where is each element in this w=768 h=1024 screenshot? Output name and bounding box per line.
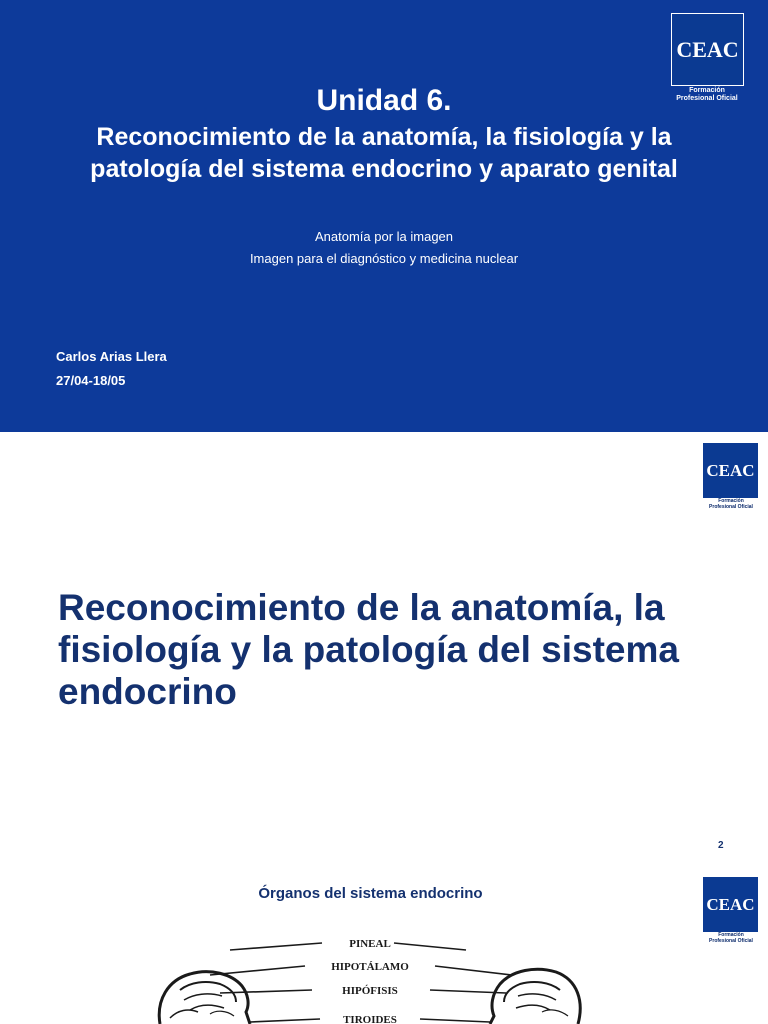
course-line-1: Anatomía por la imagen [314,229,454,244]
section-title: Reconocimiento de la anatomía, la fisiología y la patología del sistema endocrino [58,587,679,712]
logo-subtitle-line2: Profesional Oficial [709,937,753,944]
label-pineal: PINEAL [349,938,391,950]
logo-subtitle-line1: Formación [718,932,744,938]
cover-slide [0,0,768,432]
label-hipotalamo: HIPOTÁLAMO [331,961,409,973]
logo-subtitle-line1: Formación [718,498,744,504]
author-name: Carlos Arias Llera [56,349,167,364]
organs-title: Órganos del sistema endocrino [258,885,483,902]
section-slide [0,432,768,864]
right-head-illustration [490,969,580,1024]
ceac-logo [703,443,758,498]
logo-text: CEAC [676,36,739,62]
logo-text: CEAC [706,894,755,914]
endocrine-diagram [150,930,590,1024]
page-number: 2 [718,840,724,851]
label-tiroides: TIROIDES [343,1014,397,1024]
logo-subtitle-line2: Profesional Oficial [709,503,753,510]
label-hipofisis: HIPÓFISIS [342,985,398,997]
logo-subtitle-line2: Profesional Oficial [676,95,738,103]
course-line-2: Imagen para el diagnóstico y medicina nuclear [249,251,519,266]
leader-lines [210,943,512,1022]
organs-slide [0,864,768,1024]
unit-subtitle: Reconocimiento de la anatomía, la fisiología y la patología del sistema endocrino y aparato genital [90,123,678,183]
left-head-illustration [159,972,250,1024]
logo-subtitle-line1: Formación [689,87,725,94]
logo-subtitle [696,499,766,511]
logo-subtitle [696,933,766,945]
ceac-logo [671,13,744,86]
unit-title: Unidad 6. [316,84,452,117]
date-range: 27/04-18/05 [56,373,126,388]
logo-text: CEAC [706,460,755,480]
